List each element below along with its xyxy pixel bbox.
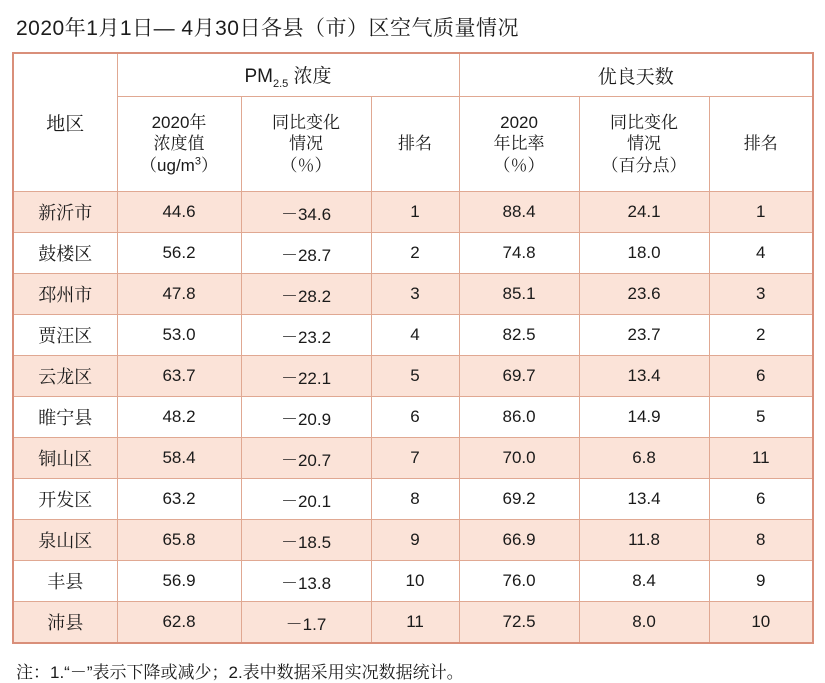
cell-gd-rank: 6 <box>709 479 813 520</box>
cell-gd-change: 6.8 <box>579 438 709 479</box>
cell-region: 贾汪区 <box>13 315 117 356</box>
cell-pm-value: 63.7 <box>117 356 241 397</box>
cell-region: 新沂市 <box>13 192 117 233</box>
cell-pm-value: 56.9 <box>117 561 241 602</box>
cell-gd-value: 82.5 <box>459 315 579 356</box>
table-row <box>13 520 813 561</box>
column-header-gd-value: 2020 年比率 （％） <box>459 97 579 192</box>
cell-pm-rank: 9 <box>371 520 459 561</box>
cell-gd-change: 11.8 <box>579 520 709 561</box>
cell-pm-value: 56.2 <box>117 233 241 274</box>
table-row <box>13 274 813 315</box>
table-row <box>13 397 813 438</box>
cell-gd-change: 14.9 <box>579 397 709 438</box>
column-header-gd-change: 同比变化 情况 （百分点） <box>579 97 709 192</box>
cell-pm-rank: 5 <box>371 356 459 397</box>
cell-gd-rank: 6 <box>709 356 813 397</box>
column-group-header-good-days: 优良天数 <box>459 53 813 97</box>
cell-gd-rank: 1 <box>709 192 813 233</box>
cell-pm-rank: 6 <box>371 397 459 438</box>
cell-gd-change: 23.7 <box>579 315 709 356</box>
cell-gd-value: 72.5 <box>459 602 579 644</box>
column-header-pm-value: 2020年 浓度值 $(ug/m^3)$ <box>117 97 241 192</box>
cell-pm-rank: 10 <box>371 561 459 602</box>
cell-gd-change: 18.0 <box>579 233 709 274</box>
cell-region: 沛县 <box>13 602 117 644</box>
cell-gd-change: 8.0 <box>579 602 709 644</box>
cell-pm-value: 53.0 <box>117 315 241 356</box>
table-row <box>13 192 813 233</box>
cell-pm-change: －28.7 <box>241 233 371 274</box>
cell-pm-change: －28.2 <box>241 274 371 315</box>
cell-pm-value: 63.2 <box>117 479 241 520</box>
cell-gd-rank: 10 <box>709 602 813 644</box>
cell-gd-value: 88.4 <box>459 192 579 233</box>
table-body <box>13 192 813 644</box>
cell-pm-value: 48.2 <box>117 397 241 438</box>
cell-gd-rank: 11 <box>709 438 813 479</box>
cell-region: 丰县 <box>13 561 117 602</box>
cell-gd-rank: 4 <box>709 233 813 274</box>
cell-gd-value: 66.9 <box>459 520 579 561</box>
cell-region: 云龙区 <box>13 356 117 397</box>
cell-pm-change: －1.7 <box>241 602 371 644</box>
table-row <box>13 561 813 602</box>
cell-gd-change: 8.4 <box>579 561 709 602</box>
cell-pm-rank: 1 <box>371 192 459 233</box>
cell-pm-value: 58.4 <box>117 438 241 479</box>
column-header-gd-rank: 排名 <box>709 97 813 192</box>
cell-pm-change: －20.1 <box>241 479 371 520</box>
cell-gd-value: 86.0 <box>459 397 579 438</box>
cell-pm-value: 65.8 <box>117 520 241 561</box>
cell-pm-change: －20.9 <box>241 397 371 438</box>
cell-gd-change: 24.1 <box>579 192 709 233</box>
table-row <box>13 356 813 397</box>
cell-gd-rank: 9 <box>709 561 813 602</box>
cell-gd-change: 13.4 <box>579 479 709 520</box>
cell-region: 邳州市 <box>13 274 117 315</box>
cell-gd-value: 76.0 <box>459 561 579 602</box>
cell-pm-change: －18.5 <box>241 520 371 561</box>
cell-pm-change: －22.1 <box>241 356 371 397</box>
cell-gd-rank: 3 <box>709 274 813 315</box>
table-note: 注：1.“－”表示下降或减少；2.表中数据采用实况数据统计。 <box>16 663 464 682</box>
cell-region: 鼓楼区 <box>13 233 117 274</box>
column-header-pm-rank: 排名 <box>371 97 459 192</box>
cell-region: 泉山区 <box>13 520 117 561</box>
cell-gd-value: 69.7 <box>459 356 579 397</box>
cell-pm-change: －23.2 <box>241 315 371 356</box>
cell-pm-rank: 3 <box>371 274 459 315</box>
cell-pm-rank: 4 <box>371 315 459 356</box>
table-row <box>13 233 813 274</box>
cell-gd-rank: 2 <box>709 315 813 356</box>
cell-pm-value: 47.8 <box>117 274 241 315</box>
table-header <box>13 53 813 192</box>
cell-gd-value: 70.0 <box>459 438 579 479</box>
cell-gd-value: 85.1 <box>459 274 579 315</box>
cell-pm-change: －13.8 <box>241 561 371 602</box>
cell-gd-change: 13.4 <box>579 356 709 397</box>
table-row <box>13 438 813 479</box>
cell-pm-rank: 8 <box>371 479 459 520</box>
cell-pm-value: 62.8 <box>117 602 241 644</box>
cell-gd-value: 69.2 <box>459 479 579 520</box>
cell-region: 开发区 <box>13 479 117 520</box>
cell-gd-change: 23.6 <box>579 274 709 315</box>
cell-gd-value: 74.8 <box>459 233 579 274</box>
cell-region: 铜山区 <box>13 438 117 479</box>
cell-pm-rank: 11 <box>371 602 459 644</box>
table-group-header-row <box>13 53 813 97</box>
column-header-pm-change: 同比变化 情况 （％） <box>241 97 371 192</box>
column-group-header-pm25: $PM_{2.5}$ 浓度 <box>117 53 459 97</box>
cell-pm-change: －34.6 <box>241 192 371 233</box>
cell-pm-rank: 7 <box>371 438 459 479</box>
cell-pm-rank: 2 <box>371 233 459 274</box>
cell-gd-rank: 8 <box>709 520 813 561</box>
cell-pm-value: 44.6 <box>117 192 241 233</box>
cell-gd-rank: 5 <box>709 397 813 438</box>
table-sub-header-row <box>13 97 813 192</box>
air-quality-table <box>12 52 814 644</box>
table-row <box>13 602 813 644</box>
cell-region: 睢宁县 <box>13 397 117 438</box>
page-title: 2020年1月1日— 4月30日各县（市）区空气质量情况 <box>16 17 519 40</box>
table-row <box>13 479 813 520</box>
cell-pm-change: －20.7 <box>241 438 371 479</box>
table-row <box>13 315 813 356</box>
column-header-region: 地区 <box>13 53 117 192</box>
